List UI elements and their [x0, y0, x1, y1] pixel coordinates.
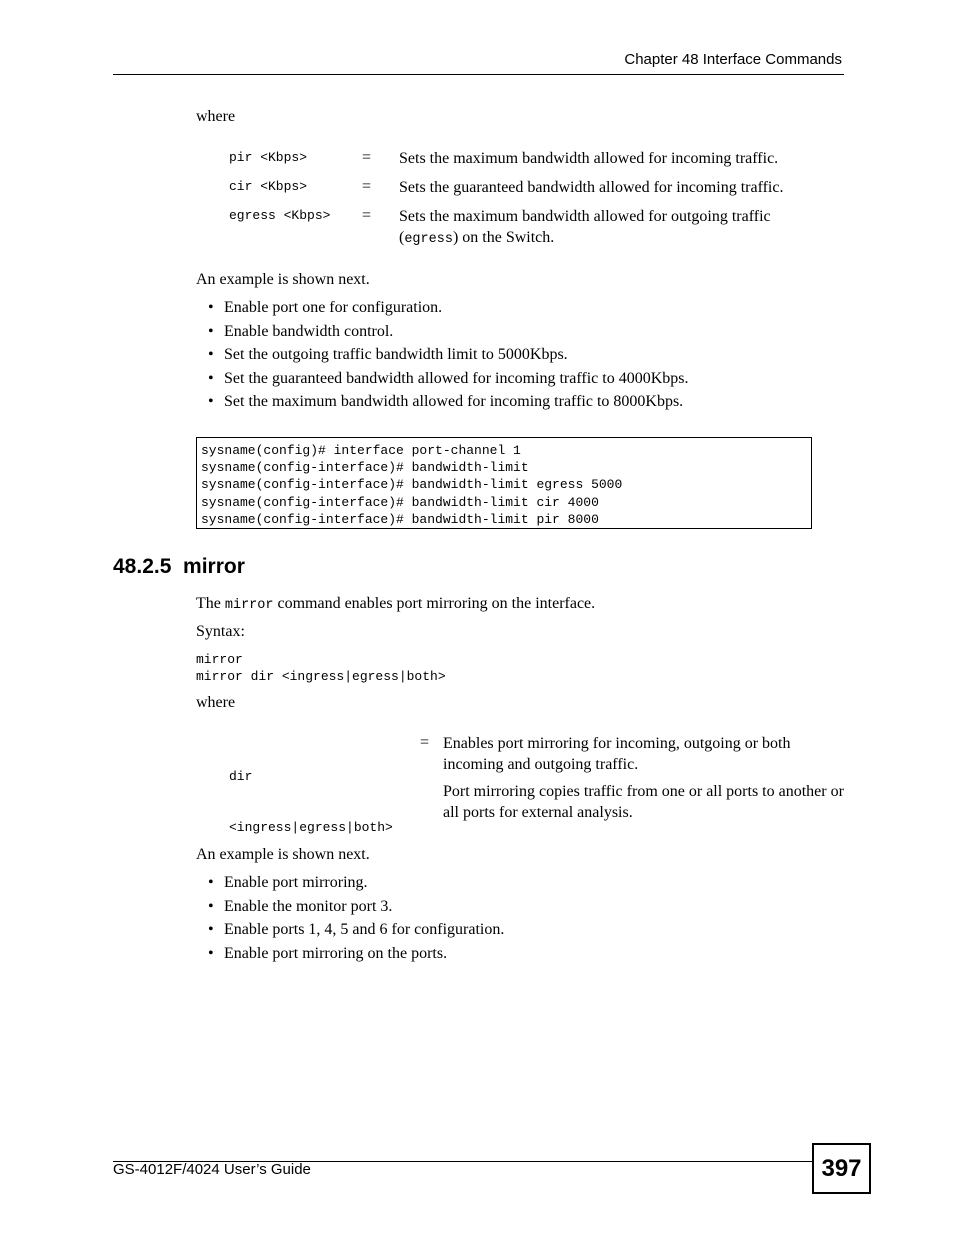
syntax-line: mirror dir <ingress|egress|both>	[196, 669, 446, 685]
inline-code-mirror: mirror	[224, 598, 274, 613]
code-line: sysname(config-interface)# bandwidth-limit egress 5000	[201, 477, 623, 493]
example-intro: An example is shown next.	[196, 846, 370, 863]
list-item: • Enable ports 1, 4, 5 and 6 for configuration.	[206, 920, 504, 944]
where-label: where	[196, 108, 236, 125]
param-eq-dir: =	[420, 734, 430, 751]
param-eq-egress: =	[362, 207, 372, 224]
param-desc-egress: Sets the maximum bandwidth allowed for outgoing traffic (egress) on the Switch.	[399, 208, 771, 247]
list-item: • Enable port mirroring on the ports.	[206, 944, 504, 968]
example-bullets	[206, 298, 688, 416]
where-label: where	[196, 694, 236, 711]
param-eq-cir: =	[362, 178, 372, 195]
syntax-line: mirror	[196, 652, 243, 667]
code-example-box	[196, 437, 812, 529]
param-desc-dir-note: Port mirroring copies traffic from one or all ports to another or all ports for external analysis.	[443, 783, 844, 821]
code-line: sysname(config-interface)# bandwidth-limit pir 8000	[201, 511, 599, 527]
list-item: • Set the outgoing traffic bandwidth limit to 5000Kbps.	[206, 345, 688, 369]
list-item: • Set the guaranteed bandwidth allowed for incoming traffic to 4000Kbps.	[206, 369, 688, 393]
inline-code-egress: egress	[404, 232, 453, 247]
param-eq-pir: =	[362, 149, 372, 166]
list-item: • Enable bandwidth control.	[206, 322, 688, 346]
param-desc-pir: Sets the maximum bandwidth allowed for incoming traffic.	[399, 150, 779, 167]
example-bullets	[206, 873, 504, 967]
code-line: sysname(config-interface)# bandwidth-limit	[201, 460, 529, 476]
code-line: sysname(config-interface)# bandwidth-limit cir 4000	[201, 494, 599, 510]
example-intro: An example is shown next.	[196, 271, 370, 288]
section-heading: 48.2.5 mirror	[113, 555, 245, 578]
param-term-dir: dir <ingress|egress|both>	[229, 769, 393, 835]
list-item: • Enable port mirroring.	[206, 873, 504, 897]
header-rule	[113, 74, 844, 75]
code-line: sysname(config)# interface port-channel 1	[201, 443, 521, 458]
list-item: • Set the maximum bandwidth allowed for incoming traffic to 8000Kbps.	[206, 392, 688, 416]
param-desc-dir: Enables port mirroring for incoming, outgoing or both incoming and outgoing traffic.	[443, 735, 791, 773]
page-number: 397	[812, 1143, 871, 1194]
param-term-pir: pir <Kbps>	[229, 150, 308, 165]
param-term-egress: egress <Kbps>	[229, 208, 331, 223]
chapter-header: Chapter 48 Interface Commands	[624, 51, 842, 68]
syntax-label: Syntax:	[196, 623, 245, 640]
footer-guide-title: GS-4012F/4024 User’s Guide	[113, 1161, 311, 1178]
param-desc-cir: Sets the guaranteed bandwidth allowed for incoming traffic.	[399, 179, 784, 196]
syntax-block	[196, 651, 446, 685]
mirror-intro: The mirror command enables port mirroring on the interface.	[196, 595, 596, 613]
list-item: • Enable the monitor port 3.	[206, 897, 504, 921]
param-term-cir: cir <Kbps>	[229, 179, 308, 194]
list-item: • Enable port one for configuration.	[206, 298, 688, 322]
